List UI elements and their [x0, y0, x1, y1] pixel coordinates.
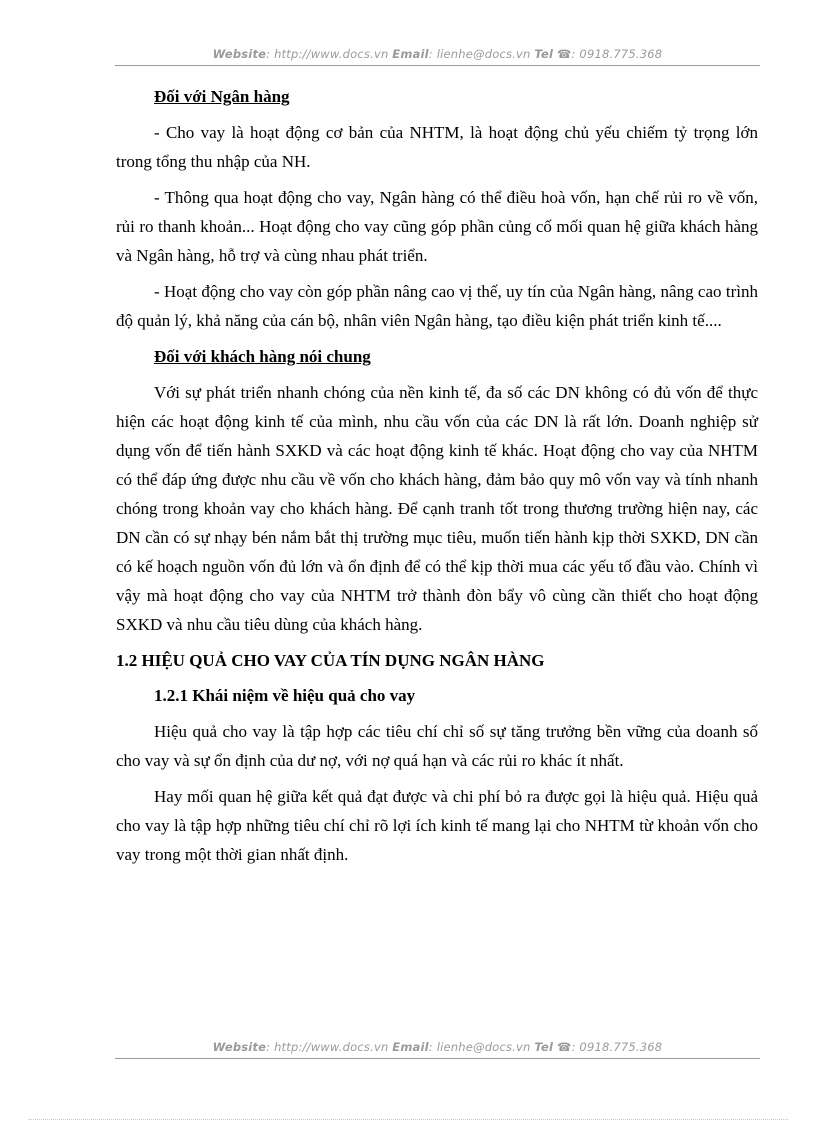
- paragraph-1: - Cho vay là hoạt động cơ bản của NHTM, là hoạt động chủ yếu chiếm tỷ trọng lớn trong tổng thu nhập của NH.: [116, 123, 758, 171]
- header-tel-value: : 0918.775.368: [571, 47, 663, 61]
- section-title: 1.2 HIỆU QUẢ CHO VAY CỦA TÍN DỤNG NGÂN HÀNG: [116, 651, 545, 670]
- document-body: [116, 82, 758, 876]
- header-website-url[interactable]: : http://www.docs.vn: [266, 47, 389, 61]
- paragraph-5: Hiệu quả cho vay là tập hợp các tiêu chí chỉ số sự tăng trưởng bền vững của doanh số cho vay và sự ổn định của dư nợ, với nợ quá hạn và các rủi ro khác ít nhất.: [116, 722, 758, 770]
- footer-website-url[interactable]: : http://www.docs.vn: [266, 1040, 389, 1054]
- paragraph-3: - Hoạt động cho vay còn góp phần nâng cao vị thế, uy tín của Ngân hàng, nâng cao trình độ quản lý, khả năng của cán bộ, nhân viên Ngân hàng, tạo điều kiện phát triển kinh tế....: [116, 282, 758, 330]
- footer-tel-label: Tel: [534, 1040, 554, 1054]
- heading-customer: Đối với khách hàng nói chung: [154, 347, 371, 366]
- footer-tel-value: : 0918.775.368: [571, 1040, 663, 1054]
- phone-icon: ☎: [556, 1040, 572, 1054]
- subsection-title: 1.2.1 Khái niệm về hiệu quả cho vay: [154, 686, 416, 705]
- footer-email-value[interactable]: : lienhe@docs.vn: [428, 1040, 531, 1054]
- page-header: [115, 47, 760, 66]
- paragraph-4: Với sự phát triển nhanh chóng của nền kinh tế, đa số các DN không có đủ vốn để thực hiện các hoạt động kinh tế của mình, nhu cầu vốn của các DN là rất lớn. Doanh nghiệp sử dụng vốn để tiến hành SXKD và các hoạt động kinh tế khác. Hoạt động cho vay của NHTM có thể đáp ứng được nhu cầu về vốn cho khách hàng, đảm bảo quy mô vốn vay và tính nhanh chóng trong khoản vay cho khách hàng. Để cạnh tranh tốt trong thương trường hiện nay, các DN cần có sự nhạy bén nắm bắt thị trường mục tiêu, muốn tiến hành kịp thời SXKD, DN cần có kế hoạch nguồn vốn đủ lớn và ổn định để có thể kịp thời mua các yếu tố đầu vào. Chính vì vậy mà hoạt động cho vay của NHTM trở thành đòn bẩy vô cùng cần thiết cho hoạt động SXKD và nhu cầu tiêu dùng của khách hàng.: [116, 383, 758, 634]
- heading-bank: Đối với Ngân hàng: [154, 87, 290, 106]
- header-website-label: Website: [212, 47, 267, 61]
- paragraph-6: Hay mối quan hệ giữa kết quả đạt được và chi phí bỏ ra được gọi là hiệu quả. Hiệu quả cho vay là tập hợp những tiêu chí chỉ rõ lợi ích kinh tế mang lại cho NHTM từ khoản vốn cho vay trong một thời gian nhất định.: [116, 787, 758, 864]
- footer-email-label: Email: [392, 1040, 429, 1054]
- paragraph-2: - Thông qua hoạt động cho vay, Ngân hàng có thể điều hoà vốn, hạn chế rủi ro về vốn, rủi ro thanh khoản... Hoạt động cho vay cũng góp phần củng cố mối quan hệ giữa khách hàng và Ngân hàng, hỗ trợ và cùng nhau phát triển.: [116, 188, 758, 265]
- footer-website-label: Website: [212, 1040, 267, 1054]
- page-edge-divider: [28, 1119, 788, 1120]
- header-email-value[interactable]: : lienhe@docs.vn: [428, 47, 531, 61]
- header-tel-label: Tel: [534, 47, 554, 61]
- page-footer: [115, 1040, 760, 1059]
- header-email-label: Email: [392, 47, 429, 61]
- phone-icon: ☎: [556, 47, 572, 61]
